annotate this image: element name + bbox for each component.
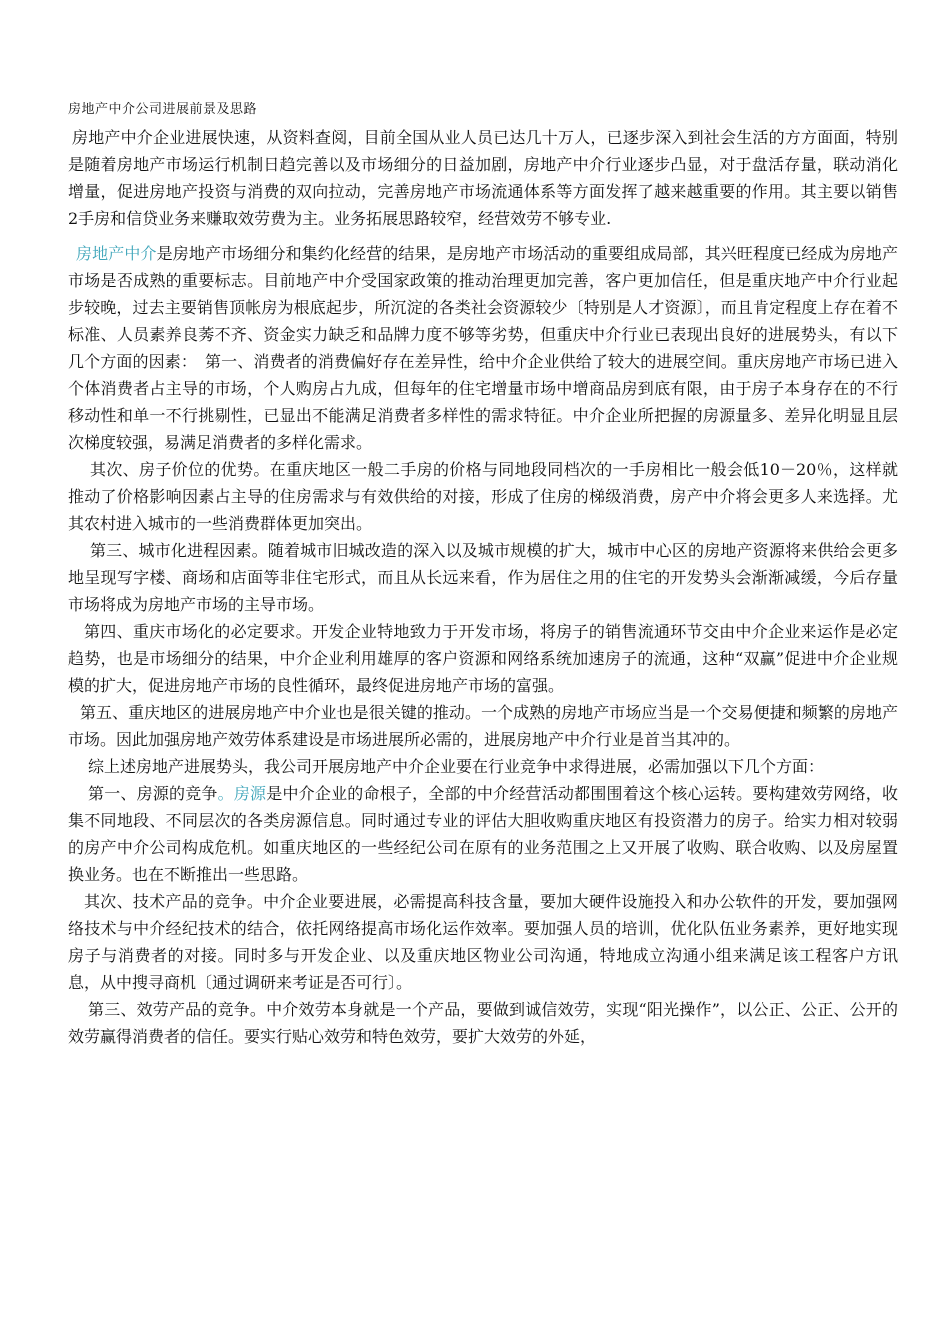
real-estate-agency-link[interactable]: 房地产中介	[76, 244, 157, 263]
paragraph-chongqing-driver: 第五、重庆地区的进展房地产中介业也是很关键的推动。一个成熟的房地产市场应当是一个交易便捷和频繁的房地产市场。因此加强房地产效劳体系建设是市场进展所必需的，进展房地产中介行业是首当其冲的。	[68, 703, 898, 749]
paragraph-urbanization: 第三、城市化进程因素。随着城市旧城改造的深入以及城市规模的扩大，城市中心区的房地产资源将来供给会更多地呈现写字楼、商场和店面等非住宅形式，而且从长远来看，作为居住之用的住宅的开发势头会渐渐减缓，今后存量市场将成为房地产市场的主导市场。	[68, 541, 898, 614]
document-title: 房地产中介公司进展前景及思路	[68, 102, 258, 117]
paragraph-marketization: 第四、重庆市场化的必定要求。开发企业特地致力于开发市场，将房子的销售流通环节交由中介企业来运作是必定趋势，也是市场细分的结果，中介企业利用雄厚的客户资源和网络系统加速房子的流通，这种“双赢”促进中介企业规模的扩大，促进房地产市场的良性循环，最终促进房地产市场的富强。	[68, 622, 898, 695]
paragraph-intro: 房地产中介企业进展快速，从资料查阅，目前全国从业人员已达几十万人，已逐步深入到社会生活的方方面面，特别是随着房地产市场运行机制日趋完善以及市场细分的日益加剧，房地产中介行业逐步凸显，对于盘活存量，联动消化增量，促进房地产投资与消费的双向拉动，完善房地产市场流通体系等方面发挥了越来越重要的作用。其主要以销售 2手房和信贷业务来赚取效劳费为主。业务拓展思路较窄，经营效劳不够专业.	[68, 128, 898, 228]
paragraph-listing-competition	[68, 780, 898, 888]
paragraph-price-advantage: 其次、房子价位的优势。在重庆地区一般二手房的价格与同地段同档次的一手房相比一般会低10－20％，这样就推动了价格影响因素占主导的住房需求与有效供给的对接，形成了住房的梯级消费，房产中介将会更多人来选择。尤其农村进入城市的一些消费群体更加突出。	[68, 460, 898, 533]
paragraph-tech-competition: 其次、技术产品的竞争。中介企业要进展，必需提高科技含量，要加大硬件设施投入和办公软件的开发，要加强网络技术与中介经纪技术的结合，依托网络提高市场化运作效率。要加强人员的培训，优化队伍业务素养，更好地实现房子与消费者的对接。同时多与开发企业、以及重庆地区物业公司沟通，特地成立沟通小组来满足该工程客户方讯息，从中搜寻商机〔通过调研来考证是否可行〕。	[68, 892, 898, 992]
paragraph-summary: 综上述房地产进展势头，我公司开展房地产中介企业要在行业竞争中求得进展，必需加强以下几个方面：	[88, 757, 825, 776]
listing-competition-text: 是中介企业的命根子，全部的中介经营活动都围围着这个核心运转。要构建效劳网络，收集不同地段、不同层次的各类房源信息。同时通过专业的评估大胆收购重庆地区有投资潜力的房子。给实力相对较弱的房产中介公司构成危机。如重庆地区的一些经纪公司在原有的业务范围之上又开展了收购、联合收购、以及房屋置换业务。也在不断推出一些思路。	[68, 784, 898, 884]
listing-competition-heading: 第一、房源的竞争	[88, 784, 218, 803]
document-page	[68, 100, 898, 1050]
paragraph-agency-overview	[68, 240, 898, 456]
paragraph-agency-overview-text: 是房地产市场细分和集约化经营的结果，是房地产市场活动的重要组成局部，其兴旺程度已经成为房地产市场是否成熟的重要标志。目前地产中介受国家政策的推动治理更加完善，客户更加信任，但是重庆地产中介行业起步较晚，过去主要销售顶帐房为根底起步，所沉淀的各类社会资源较少〔特别是人才资源〕，而且肯定程度上存在着不标准、人员素养良莠不齐、资金实力缺乏和品牌力度不够等劣势，但重庆中介行业已表现出良好的进展势头，有以下几个方面的因素： 第一、消费者的消费偏好存在差异性，给中介企业供给了较大的进展空间。重庆房地产市场已进入个体消费者占主导的市场，个人购房占九成，但每年的住宅增量市场中增商品房到底有限，由于房子本身存在的不行移动性和单一不行挑剔性，已显出不能满足消费者多样性的需求特征。中介企业所把握的房源量多、差异化明显且层次梯度较强，易满足消费者的多样化需求。	[68, 244, 898, 452]
listing-link[interactable]: 。房源	[217, 784, 267, 803]
paragraph-service-competition: 第三、效劳产品的竞争。中介效劳本身就是一个产品，要做到诚信效劳，实现“阳光操作”，以公正、公正、公开的效劳赢得消费者的信任。要实行贴心效劳和特色效劳，要扩大效劳的外延，	[68, 1000, 898, 1046]
